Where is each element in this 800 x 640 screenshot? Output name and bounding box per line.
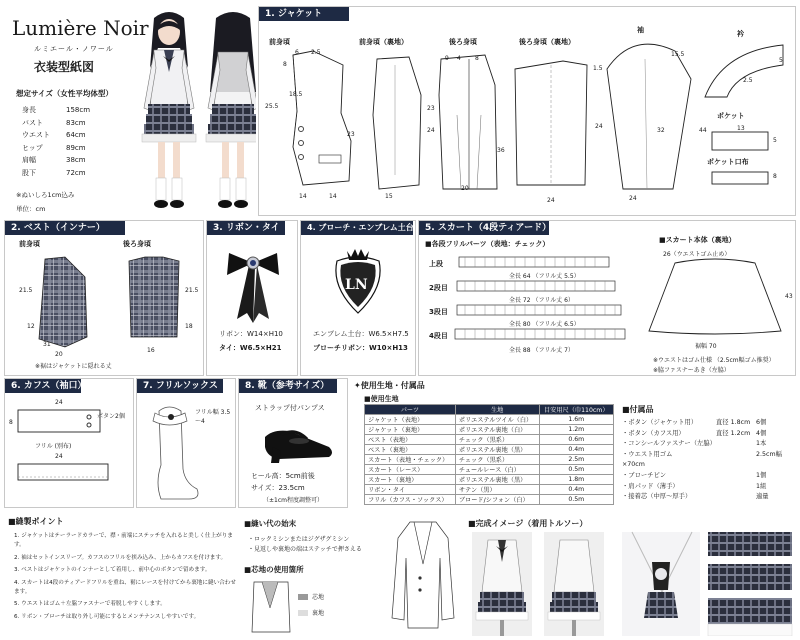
- legend-swatch-interface: [298, 594, 308, 600]
- jacket-sleeve-pattern: [603, 39, 693, 199]
- dim: 24: [547, 197, 555, 204]
- skirt-height: 43: [785, 293, 793, 300]
- dim: 1.5: [593, 65, 603, 72]
- dim: 13: [737, 125, 745, 132]
- ribbon-size: リボン：W14×H10: [219, 330, 283, 338]
- dim: 2.5: [311, 49, 321, 56]
- size-row: バスト 83cm: [22, 118, 86, 127]
- interface-title: ■芯地の使用箇所: [244, 565, 304, 574]
- dim: 14: [299, 193, 307, 200]
- tier-label: 上段: [429, 260, 443, 268]
- dim: 24: [629, 195, 637, 202]
- skirt-hem: 裾幅 70: [695, 343, 717, 350]
- vest-front-pattern: [35, 257, 91, 349]
- dim: 2.5: [743, 77, 753, 84]
- vest-panel: [4, 220, 204, 376]
- table-row: ジャケット（裏地） ポリエステル裏地（白） 1.2m: [365, 425, 614, 435]
- dim: 20: [55, 351, 63, 358]
- jacket-back-pattern: [435, 55, 505, 195]
- list-item: ・肩パッド（薄手） 1組: [622, 482, 767, 490]
- accessories-title: ■付属品: [622, 405, 654, 414]
- jacket-back-lining-pattern: [511, 61, 591, 191]
- list-item: 6. リボン・ブローチは取り外し可能にするとメンテナンスしやすいです。: [14, 613, 200, 620]
- table-row: スカート（レース） チュールレース（白） 0.5m: [365, 465, 614, 475]
- cuffs-header: 6. カフス（袖口）: [5, 379, 81, 393]
- table-row: フリル（カフス・ソックス） ブロード/シフォン（白） 0.5m: [365, 495, 614, 505]
- jacket-back-label: 後ろ身頃: [449, 38, 477, 46]
- fabric-title: ■使用生地: [364, 395, 399, 403]
- cuff-pattern: [17, 409, 103, 435]
- dim: 12: [27, 323, 35, 330]
- detail-emblem-photo: [622, 532, 700, 636]
- torso-back-photo: [544, 532, 604, 636]
- jacket-pocket-label: ポケット: [717, 112, 745, 120]
- shoe-size: サイズ：23.5cm: [251, 484, 305, 492]
- size-row: 股下 72cm: [22, 168, 86, 177]
- size-row: ウエスト 64cm: [22, 131, 86, 140]
- sewing-points-panel: [4, 512, 238, 636]
- tier-label: 2段目: [429, 284, 448, 292]
- cuff-frill-width: 24: [55, 453, 63, 460]
- skirt-header: 5. スカート（4段ティアード）: [419, 221, 549, 235]
- dim: 18: [185, 323, 193, 330]
- jacket-pocket-flap-pattern: [711, 171, 771, 187]
- shoes-panel: [238, 378, 348, 508]
- jacket-front-label: 前身頃: [269, 38, 290, 46]
- cuff-button-note: ボタン2個: [97, 413, 125, 420]
- skirt-body-title: ■スカート本体（裏地）: [659, 236, 736, 244]
- jacket-front-pattern: [283, 51, 357, 201]
- size-table: [22, 104, 90, 180]
- dim: 21.5: [19, 287, 33, 294]
- character-back-illustration: [200, 8, 256, 216]
- heel-height: ヒール高：5cm前後: [251, 472, 315, 480]
- character-front-illustration: [134, 8, 204, 216]
- dim: 31: [43, 341, 51, 348]
- list-item: ・ボタン（ジャケット用） 直径 1.8cm 6個: [622, 419, 767, 426]
- dim: 21.5: [185, 287, 199, 294]
- brooch-header: 4. ブローチ・エンブレム土台: [301, 221, 413, 235]
- vest-header: 2. ベスト（インナー）: [5, 221, 125, 235]
- fabric-table: [364, 404, 614, 505]
- vest-back-label: 後ろ身頃: [123, 240, 151, 248]
- tier-note: 全長 88 （フリル丈 7）: [509, 347, 574, 354]
- tier-note: 全長 72 （フリル丈 6）: [509, 297, 574, 304]
- vest-note: ※裾はジャケットに隠れる丈: [35, 363, 112, 370]
- table-row: ベスト（裏地） ポリエステル裏地（黒） 0.4m: [365, 445, 614, 455]
- skirt-body-pattern: [645, 259, 785, 335]
- legend-swatch-lining: [298, 610, 308, 616]
- tier-label: 4段目: [429, 332, 448, 340]
- shoe-type: ストラップ付パンプス: [255, 404, 325, 412]
- cuff-height: 8: [9, 419, 13, 426]
- list-item: ・ボタン（カフス用） 直径 1.2cm 4個: [622, 429, 767, 437]
- ribbon-illustration: [225, 249, 281, 325]
- jacket-front-lining-pattern: [369, 55, 429, 195]
- dim: 24: [427, 127, 435, 134]
- seam-panel: [240, 512, 460, 636]
- list-item: ・ブローチピン 1個: [622, 471, 767, 479]
- cuff-width: 24: [55, 399, 63, 406]
- sheet-title: 衣装型紙図: [34, 60, 95, 74]
- dim: 23: [347, 131, 355, 138]
- size-row: 肩幅 38cm: [22, 156, 86, 165]
- list-item: 1. ジャケットはテーラードカラーで、襟・前端にステッチを入れると美しく仕上がります。: [14, 533, 233, 549]
- dim: 15.5: [671, 51, 685, 58]
- shoe-adjust: （±1cm程度調整可）: [263, 497, 323, 504]
- jacket-header: 1. ジャケット: [259, 7, 349, 21]
- dim: 4: [457, 55, 461, 62]
- jacket-panel: [258, 6, 796, 216]
- jacket-sleeve-label: 袖: [637, 26, 644, 34]
- list-item: 4. スカートは4段のティアードフリルを重ね、裾にレースを付けてから裏地に縫い合わせます。: [14, 579, 236, 596]
- table-row: ジャケット（表地） ポリエステルツイル（白） 1.6m: [365, 415, 614, 425]
- dim: 15: [385, 193, 393, 200]
- list-item: 5. ウエストはゴム＋左脇ファスナーで着脱しやすくします。: [14, 601, 166, 608]
- socks-header: 7. フリルソックス: [137, 379, 223, 393]
- list-item: 3. ベストはジャケットのインナーとして着用し、前中心のボタンで留めます。: [14, 567, 211, 574]
- size-row: 身長 158cm: [22, 106, 91, 114]
- ribbon-panel: [206, 220, 298, 376]
- dim: 9: [445, 55, 449, 62]
- skirt-parts-title: ■各段フリルパーツ（表地：チェック）: [425, 240, 550, 248]
- table-row: ベスト（表地） チェック（黒系） 0.6m: [365, 435, 614, 445]
- jacket-collar-label: 衿: [737, 30, 744, 38]
- dim: 24: [595, 123, 603, 130]
- shoe-illustration: [259, 417, 339, 465]
- jacket-front-lining-label: 前身頃（裏地）: [359, 38, 408, 46]
- ribbon-header: 3. リボン・タイ: [207, 221, 285, 235]
- jacket-pocket-flap-label: ポケット口布: [707, 158, 749, 166]
- list-item: ・ウエスト用ゴム 2.5cm幅×70cm: [622, 450, 782, 469]
- skirt-note-2: ※脇ファスナーあき（左脇）: [653, 367, 730, 374]
- brooch-ribbon-size: ブローチリボン：W10×H13: [313, 344, 408, 352]
- dim: 44: [699, 127, 707, 134]
- vest-back-pattern: [125, 257, 183, 343]
- shoes-header: 8. 靴（参考サイズ）: [239, 379, 337, 393]
- jacket-back-lining-label: 後ろ身頃（裏地）: [519, 38, 575, 46]
- list-item: 2. 袖はセットインスリーブ。カフスのフリルを挟み込み、上からカフスを付けます。: [14, 554, 227, 561]
- jacket-flat-illustration: [390, 518, 456, 634]
- accessories-list: [622, 418, 796, 503]
- title-panel: [4, 6, 256, 216]
- seam-line-2: ・見返しや裏地の端はステッチで押さえる: [248, 546, 362, 553]
- size-heading: 想定サイズ（女性平均体型）: [16, 89, 113, 98]
- unit-note: 単位：cm: [16, 205, 46, 213]
- dim: 5: [779, 57, 783, 64]
- seam-line-1: ・ロックミシンまたはジグザグミシン: [248, 536, 350, 543]
- sock-frill-note: フリル幅 3.5～4: [195, 409, 231, 425]
- seam-note: ※ぬいしろ1cm込み: [16, 191, 75, 199]
- detail-skirt-photo: [708, 532, 792, 636]
- cuffs-panel: [4, 378, 134, 508]
- dim: 23: [427, 105, 435, 112]
- col-header: 生地: [455, 405, 539, 415]
- legend-interface: 芯地: [312, 594, 325, 601]
- col-header: パーツ: [365, 405, 456, 415]
- tier-note: 全長 64 （フリル丈 5.5）: [509, 273, 580, 280]
- cuff-frill-pattern: [17, 463, 113, 483]
- emblem-initials: LN: [345, 277, 368, 293]
- list-item: ・コンシールファスナー（左脇） 1本: [622, 440, 767, 448]
- skirt-panel: [418, 220, 796, 376]
- jacket-collar-pattern: [703, 41, 789, 99]
- interface-jacket-diagram: [250, 578, 292, 634]
- size-row: ヒップ 89cm: [22, 143, 86, 152]
- table-row: スカート（表地・チェック） チェック（黒系） 2.5m: [365, 455, 614, 465]
- finished-header: ■完成イメージ（着用トルソー）: [468, 519, 588, 528]
- dim: 18.5: [289, 91, 303, 98]
- seam-title: ■縫い代の始末: [244, 519, 297, 528]
- dim: 6: [295, 49, 299, 56]
- materials-header: ✦使用生地・付属品: [354, 381, 425, 390]
- socks-panel: [136, 378, 236, 508]
- list-item: ・接着芯（中厚～厚手） 適量: [622, 493, 769, 501]
- materials-panel: [350, 378, 796, 508]
- emblem-base-size: エンブレム土台：W6.5×H7.5: [313, 330, 409, 338]
- cuff-frill-label: フリル (別布): [35, 443, 72, 450]
- dim: 8: [773, 173, 777, 180]
- brooch-panel: [300, 220, 416, 376]
- jacket-pocket-pattern: [711, 131, 771, 153]
- points-list: [14, 532, 236, 622]
- legend-lining: 裏地: [312, 610, 325, 617]
- tie-size: タイ：W6.5×H21: [219, 344, 282, 352]
- dim: 8: [475, 55, 479, 62]
- col-header: 目安用尺（巾110cm）: [539, 405, 614, 415]
- brand-title: Lumière Noir: [12, 16, 149, 40]
- skirt-waist: 26（ウエストゴム止め）: [663, 251, 731, 258]
- points-header: ■縫製ポイント: [8, 517, 64, 526]
- dim: 36: [497, 147, 505, 154]
- finished-panel: [462, 512, 796, 636]
- vest-front-label: 前身頃: [19, 240, 40, 248]
- tier-label: 3段目: [429, 308, 448, 316]
- brand-subtitle: ルミエール・ノワール: [34, 45, 114, 53]
- dim: 8: [283, 61, 287, 68]
- table-row: スカート（裏地） ポリエステル裏地（黒） 1.8m: [365, 475, 614, 485]
- torso-front-photo: [472, 532, 532, 636]
- dim: 20: [461, 185, 469, 192]
- dim: 5: [773, 137, 777, 144]
- skirt-note-1: ※ウエストはゴム仕様 （2.5cm幅ゴム推奨）: [653, 357, 775, 364]
- dim: 14: [329, 193, 337, 200]
- tier-note: 全長 80 （フリル丈 6.5）: [509, 321, 580, 328]
- dim: 16: [147, 347, 155, 354]
- dim: 25.5: [265, 103, 279, 110]
- dim: 32: [657, 127, 665, 134]
- table-row: リボン・タイ サテン（黒） 0.4m: [365, 485, 614, 495]
